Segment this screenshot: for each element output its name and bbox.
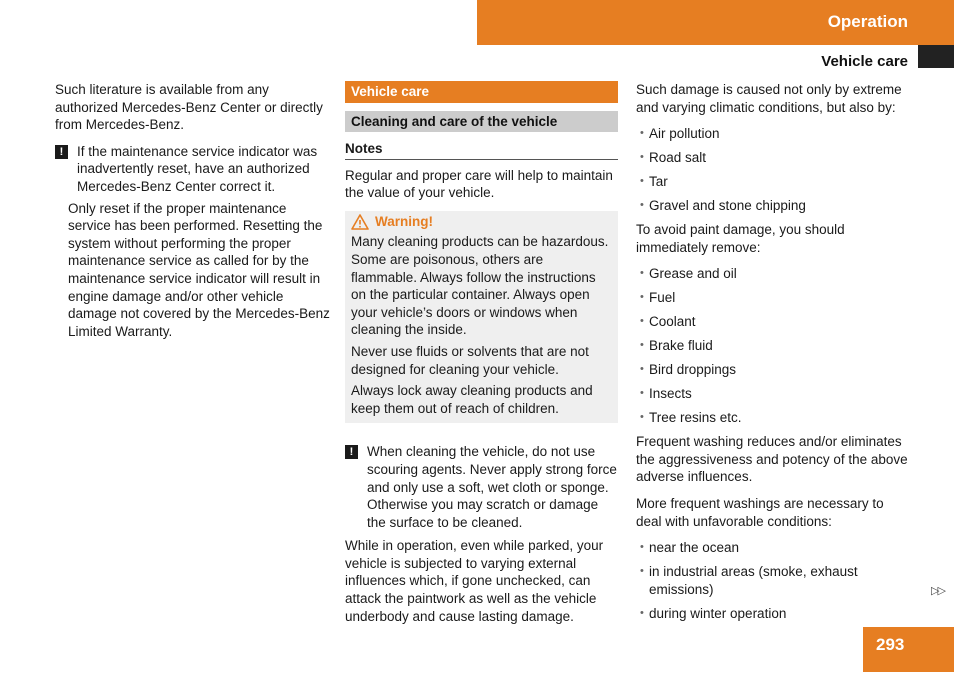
paragraph: Only reset if the proper maintenance service has been performed. Resetting the system without performing the proper maintenance service as called for by the maintenance service indicator will result in engine damage and/or other vehicle damage not covered by the Mercedes-Benz Limited Warranty. xyxy=(68,200,330,339)
notice-block xyxy=(55,143,331,196)
list-item: • in industrial areas (smoke, exhaust emissions) xyxy=(636,563,912,598)
list-item: • Road salt xyxy=(636,149,912,167)
column-middle xyxy=(345,81,618,634)
paragraph: Such literature is available from any authorized Mercedes-Benz Center or directly from Mercedes-Benz. xyxy=(55,82,323,133)
list-item: • Air pollution xyxy=(636,125,912,143)
list-item: • during winter operation xyxy=(636,605,912,623)
warning-title xyxy=(351,213,612,231)
bullet-list xyxy=(636,539,912,622)
warning-label: Warning! xyxy=(375,213,433,229)
list-item: • Tar xyxy=(636,173,912,191)
list-item: • Grease and oil xyxy=(636,265,912,283)
list-item: • near the ocean xyxy=(636,539,912,557)
exclamation-icon: ! xyxy=(345,445,358,459)
list-item: • Tree resins etc. xyxy=(636,409,912,427)
section-heading: Vehicle care xyxy=(345,81,618,103)
warning-paragraph: Always lock away cleaning products and keep them out of reach of children. xyxy=(351,383,593,416)
paragraph: To avoid paint damage, you should immediately remove: xyxy=(636,222,845,255)
list-item: • Brake fluid xyxy=(636,337,912,355)
exclamation-icon: ! xyxy=(55,145,68,159)
paragraph: Such damage is caused not only by extreme and varying climatic conditions, but also by: xyxy=(636,82,902,115)
warning-paragraph: Many cleaning products can be hazardous. Some are poisonous, others are flammable. Always follow the instructions on the particular container. Always open your vehicle’s doors or windows when cleaning the inside. xyxy=(351,234,609,338)
continue-arrow-icon: ▷▷ xyxy=(931,585,944,597)
notice-text: If the maintenance service indicator was inadvertently reset, have an authorized Mercedes-Benz Center correct it. xyxy=(77,143,318,194)
page-number: 293 xyxy=(876,635,905,654)
subsection-heading: Cleaning and care of the vehicle xyxy=(345,111,618,132)
warning-paragraph: Never use fluids or solvents that are not designed for cleaning your vehicle. xyxy=(351,343,589,377)
list-item: • Bird droppings xyxy=(636,361,912,379)
bullet-list xyxy=(636,265,912,427)
column-left xyxy=(55,81,331,349)
notice-text: When cleaning the vehicle, do not use scouring agents. Never apply strong force and only use a soft, wet cloth or sponge. Otherwise you may scratch or damage the surface to be cleaned. xyxy=(367,444,617,530)
section-title: Operation xyxy=(827,12,908,31)
subsection-title: Vehicle care xyxy=(821,53,908,70)
list-item: • Gravel and stone chipping xyxy=(636,197,912,215)
notes-heading: Notes xyxy=(345,140,618,160)
side-tab-marker xyxy=(918,45,954,68)
list-item: • Coolant xyxy=(636,313,912,331)
paragraph: More frequent washings are necessary to deal with unfavorable conditions: xyxy=(636,495,884,529)
bullet-list xyxy=(636,125,912,215)
warning-box xyxy=(345,211,618,424)
warning-triangle-icon xyxy=(351,214,369,230)
paragraph: Regular and proper care will help to maintain the value of your vehicle. xyxy=(345,167,613,201)
list-item: • Insects xyxy=(636,385,912,403)
paragraph: While in operation, even while parked, your vehicle is subjected to varying external influences which, if gone unchecked, can attack the paintwork as well as the vehicle underbody and cause lasting damage. xyxy=(345,538,604,624)
column-right xyxy=(636,81,912,629)
paragraph: Frequent washing reduces and/or eliminates the aggressiveness and potency of the above adverse influences. xyxy=(636,434,908,485)
list-item: • Fuel xyxy=(636,289,912,307)
notice-block xyxy=(345,443,618,531)
